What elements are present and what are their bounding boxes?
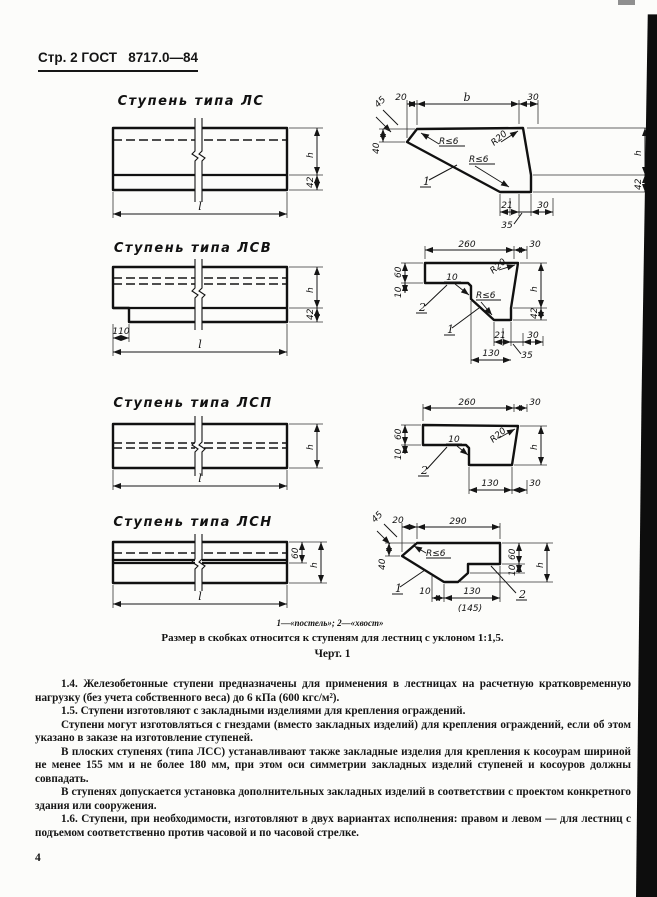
drawing-title: Ступень типа ЛС <box>117 94 265 109</box>
dim-label: 60 <box>508 548 518 560</box>
dim-label: h <box>306 444 316 450</box>
lsn-elevation <box>113 532 327 608</box>
dim-label: h <box>310 562 320 568</box>
dim-label: 20 <box>395 93 407 103</box>
paragraph-1-5: 1.5. Ступени изготовляют с закладными изделиями для крепления ограждений. <box>61 705 466 717</box>
paragraph-1-5-note1: Ступени могут изготовляться с гнездами (вместо закладных изделий) для крепления ограждений, если об этом указано в заказе на изготовление ступеней. <box>35 718 631 744</box>
scan-artifact-tick <box>618 0 635 5</box>
lsp-elevation-dims <box>113 424 323 490</box>
part-label: 1 <box>423 175 430 188</box>
paragraph-1-6: 1.6. Ступени, при необходимости, изготовляют в двух вариантах исполнения: правом и левом — для лестниц с подъемом соответственно против часовой и по часовой стрелке. <box>35 813 631 839</box>
part-label: 1 <box>447 323 454 336</box>
dim-label: 110 <box>112 327 130 337</box>
dim-label: 30 <box>527 331 539 341</box>
part-label: 1 <box>395 582 402 595</box>
dim-label: 10 <box>419 587 431 597</box>
part-label: 2 <box>519 588 526 601</box>
lsn-elevation-dims <box>113 542 327 608</box>
body-text <box>35 678 631 840</box>
lsn-section <box>370 510 553 614</box>
dim-label: 42 <box>306 308 316 320</box>
dim-label: 40 <box>372 142 382 154</box>
dim-label: h <box>306 152 316 158</box>
dim-label: h <box>634 150 644 156</box>
dim-label: l <box>198 590 202 603</box>
dim-label: 290 <box>449 517 467 527</box>
dim-label: 21 <box>494 331 506 341</box>
part-label: 2 <box>419 301 426 314</box>
figure-note: Размер в скобках относится к ступеням для лестниц с уклоном 1:1,5. <box>161 632 504 644</box>
dim-label: 42 <box>306 176 316 188</box>
drawing-step-lsv <box>95 238 655 390</box>
dim-label: 40 <box>378 558 388 570</box>
dim-label: 30 <box>527 93 539 103</box>
ls-section-dims <box>372 91 651 231</box>
page-header: Стр. 2 ГОСТ 8717.0—84 <box>38 50 198 72</box>
figure-caption: Черт. 1 <box>314 648 351 660</box>
lsv-section-dims <box>394 240 547 364</box>
dim-label: b <box>463 91 471 104</box>
drawing-step-lsp <box>95 390 655 508</box>
paragraph-1-5-note2: В плоских ступенях (типа ЛСС) устанавливают также закладные изделия для крепления к косоурам шириной не менее 155 мм и не более 180 мм, при этом оси симметрии закладных изделий ступеней и косоуров должны совпадать. <box>35 745 631 785</box>
radius-label: R≤6 <box>476 291 496 301</box>
lsp-section-dims <box>394 398 547 494</box>
lsn-section-dims <box>370 510 553 614</box>
drawing-title: Ступень типа ЛСП <box>113 396 273 411</box>
part-label: 2 <box>421 464 428 477</box>
ls-section <box>372 91 651 231</box>
radius-label: R≤6 <box>469 155 489 165</box>
dim-label: 60 <box>394 266 404 278</box>
dim-label: 35 <box>521 351 533 361</box>
radius-label: R≤6 <box>426 549 446 559</box>
dim-label: 10 <box>448 435 460 445</box>
ls-elevation <box>113 116 323 218</box>
dim-label: 130 <box>482 349 500 359</box>
figure-legend: 1—«постель»; 2—«хвост» <box>276 618 384 628</box>
dim-label: l <box>198 200 202 213</box>
dim-label: 45 <box>370 510 386 526</box>
dim-label: 42 <box>634 178 644 190</box>
dim-label: 30 <box>537 201 549 211</box>
dim-label: (145) <box>457 604 483 614</box>
radius-label: R20 <box>488 257 509 277</box>
dim-label: 260 <box>458 398 476 408</box>
dim-label: 10 <box>394 448 404 460</box>
lsv-elevation <box>112 257 323 356</box>
drawing-title: Ступень типа ЛСВ <box>113 241 273 256</box>
dim-label: h <box>536 562 546 568</box>
lsv-section <box>394 240 547 364</box>
radius-label: R≤6 <box>439 137 459 147</box>
lsv-elevation-dims <box>112 267 323 356</box>
dim-label: 60 <box>291 547 301 559</box>
dim-label: h <box>530 444 540 450</box>
dim-label: 10 <box>508 564 518 576</box>
lsp-section <box>394 398 547 494</box>
drawing-step-ls <box>95 88 655 235</box>
dim-label: 10 <box>446 273 458 283</box>
paragraph-1-5-note3: В ступенях допускается установка дополнительных закладных изделий в соответствии с проектом конкретного здания или сооружения. <box>35 786 631 812</box>
lsp-elevation <box>113 414 323 490</box>
radius-label: R20 <box>488 426 509 446</box>
dim-label: 20 <box>392 516 404 526</box>
radius-label: R20 <box>489 129 510 149</box>
page-number: 4 <box>35 852 41 864</box>
dim-label: h <box>530 286 540 292</box>
dim-label: 45 <box>373 94 389 111</box>
dim-label: 60 <box>394 428 404 440</box>
dim-label: 42 <box>530 307 540 319</box>
dim-label: 35 <box>501 221 513 231</box>
dim-label: l <box>198 472 202 485</box>
dim-label: l <box>198 338 202 351</box>
dim-label: h <box>306 287 316 293</box>
dim-label: 30 <box>529 398 541 408</box>
dim-label: 130 <box>463 587 481 597</box>
drawing-title: Ступень типа ЛСН <box>113 515 273 530</box>
dim-label: 30 <box>529 240 541 250</box>
dim-label: 130 <box>481 479 499 489</box>
paragraph-1-4: 1.4. Железобетонные ступени предназначены для применения в лестницах на расчетную кратковременную нагрузку (без учета собственного веса) до 6 кПа (600 кгс/м²). <box>35 678 631 704</box>
dim-label: 21 <box>501 201 513 211</box>
dim-label: 30 <box>529 479 541 489</box>
ls-elevation-dims <box>113 128 323 218</box>
dim-label: 10 <box>394 286 404 298</box>
dim-label: 260 <box>458 240 476 250</box>
